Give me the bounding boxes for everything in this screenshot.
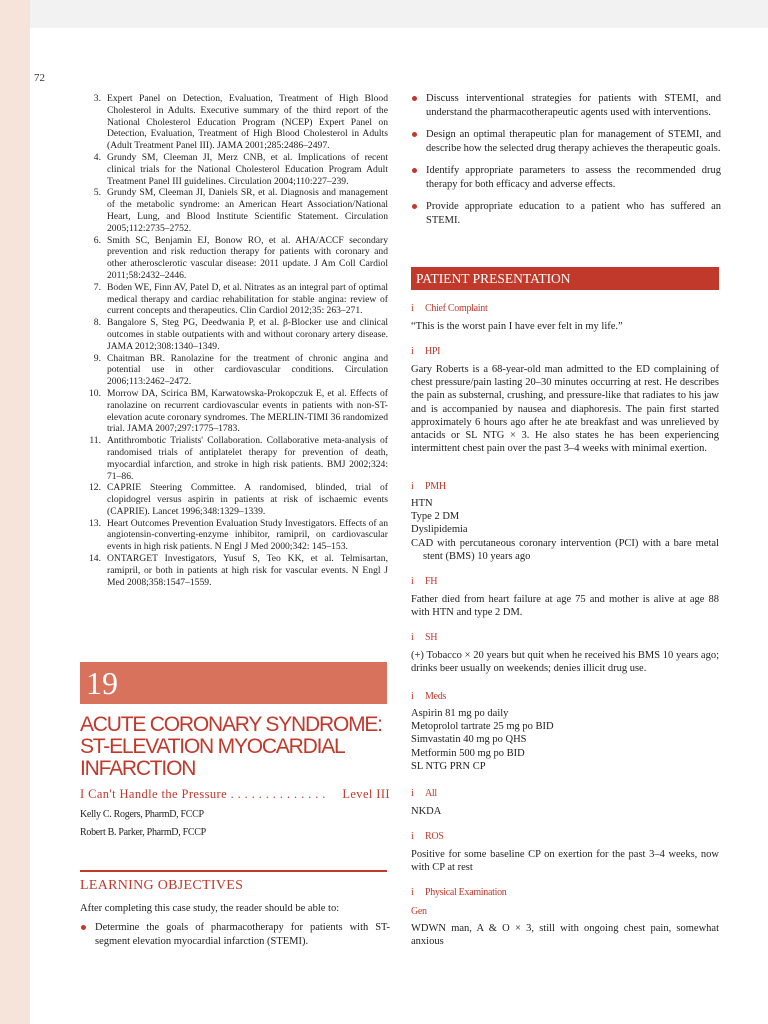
reference-item: 7. Boden WE, Finn AV, Patel D, et al. Nitrates as an integral part of optimal medical therapy and cardiac rehabilitation for stable angina: review of current concepts and therapeutics. Clin Cardiol 2012;35: 263–271. — [93, 281, 388, 317]
med-item: Metoprolol tartrate 25 mg po BID — [411, 721, 554, 733]
bullet-icon — [412, 204, 417, 209]
pmh-item: CAD with percutaneous coronary intervention (PCI) with a bare metal stent (BMS) 10 years ago — [411, 537, 719, 562]
objective-item: Identify appropriate parameters to assess the recommended drug therapy for both efficacy and adverse effects. — [411, 164, 721, 191]
chapter-number: 19 — [86, 665, 118, 701]
med-item: Simvastatin 40 mg po QHS — [411, 734, 527, 746]
objective-item: Determine the goals of pharmacotherapy for patients with ST-segment elevation myocardial infarction (STEMI). — [80, 921, 390, 948]
reference-item: 13. Heart Outcomes Prevention Evaluation Study Investigators. Effects of an angiotensin-converting-enzyme inhibitor, ramipril, on cardiovascular events in high risk patients. N Engl J Med 2000;342: 145–153. — [89, 517, 388, 553]
chief-complaint-label: i Chief Complaint — [411, 303, 488, 314]
page-number: 72 — [34, 72, 45, 84]
objectives-list-left — [80, 921, 390, 957]
ros-text: Positive for some baseline CP on exertion for the past 3–4 weeks, now with CP at rest — [411, 849, 719, 874]
reference-item: 9. Chaitman BR. Ranolazine for the treatment of chronic angina and potential use in other cardiovascular conditions. Circulation 2006;113:2462–2472. — [93, 352, 388, 388]
reference-item: 12. CAPRIE Steering Committee. A randomised, blinded, trial of clopidogrel versus aspirin in patients at risk of ischaemic events (CAPRIE). Lancet 1996;348:1329–1339. — [89, 482, 388, 517]
patient-presentation-banner — [411, 267, 719, 290]
pmh-item: Type 2 DM — [411, 511, 460, 523]
hpi-label: i HPI — [411, 346, 441, 357]
reference-item: 6. Smith SC, Benjamin EJ, Bonow RO, et al. AHA/ACCF secondary prevention and risk reduction therapy for patients with coronary and other atherosclerotic vascular disease: 2011 update. J Am Coll Cardiol 2011;58:2432–2446. — [93, 234, 388, 281]
gen-label: Gen — [411, 906, 427, 917]
physical-exam-label: i Physical Examination — [411, 887, 507, 898]
reference-item: 4. Grundy SM, Cleeman JI, Merz CNB, et al. Implications of recent clinical trials for the National Cholesterol Education Program Adult Treatment Panel III guidelines. Circulation 2004;110:227–239. — [93, 151, 388, 187]
meds-label: i Meds — [411, 691, 447, 702]
allergies-label: i All — [411, 788, 437, 799]
pmh-label: i PMH — [411, 481, 446, 492]
bullet-icon — [412, 132, 417, 137]
objective-item: Design an optimal therapeutic plan for management of STEMI, and describe how the selected drug therapy achieves the therapeutic goals. — [411, 128, 721, 155]
pmh-list — [411, 497, 719, 563]
med-item: Metformin 500 mg po BID — [411, 747, 525, 759]
pmh-item: Dyslipidemia — [411, 524, 468, 536]
bullet-icon — [412, 96, 417, 101]
author-2: Robert B. Parker, PharmD, FCCP — [80, 827, 206, 838]
chapter-title: ACUTE CORONARY SYNDROME: ST-ELEVATION MYOCARDIAL INFARCTION — [80, 713, 382, 780]
bullet-icon — [412, 168, 417, 173]
objective-item: Provide appropriate education to a patient who has suffered an STEMI. — [411, 200, 721, 227]
meds-list — [411, 707, 719, 773]
ros-label: i ROS — [411, 831, 444, 842]
pmh-item: HTN — [411, 498, 433, 509]
hpi-text: Gary Roberts is a 68-year-old man admitted to the ED complaining of chest pressure/pain lasting 20–30 minutes occurring at rest. He describes the pain as substernal, crushing, and pressure-like that radiates to his jaw and is accompanied by nausea and diaphoresis. The pain first started approximately 6 hours ago after he ate breakfast and was unrelieved by antacids or SL NTG × 3. He also states he has been experiencing intermittent chest pain over the past 3–4 weeks with minimal exertion. — [411, 364, 719, 455]
reference-item: 5. Grundy SM, Cleeman JI, Daniels SR, et al. Diagnosis and management of the metabolic syndrome: an American Heart Association/National Heart, Lung, and Blood Institute Scientific Statement. Circulation 2005;112:2735–2752. — [93, 187, 388, 234]
allergies-text: NKDA — [411, 806, 442, 817]
fh-label: i FH — [411, 576, 438, 587]
case-title: I Can't Handle the Pressure . . . . . . . . . . . . . . — [80, 787, 326, 801]
reference-item: 10. Morrow DA, Scirica BM, Karwatowska-Prokopczuk E, et al. Effects of ranolazine on recurrent cardiovascular events in patients with non-ST-elevation acute coronary syndromes. The MERLIN-TIMI 36 randomized trial. JAMA 2007;297:1775–1783. — [89, 387, 388, 435]
bullet-icon — [81, 925, 86, 930]
case-level: Level III — [342, 787, 390, 801]
med-item: SL NTG PRN CP — [411, 760, 486, 772]
references-list — [80, 93, 388, 588]
learning-objectives-intro: After completing this case study, the reader should be able to: — [80, 903, 340, 914]
author-1: Kelly C. Rogers, PharmD, FCCP — [80, 809, 204, 820]
reference-item: 11. Antithrombotic Trialists' Collaboration. Collaborative meta-analysis of randomised trials of antiplatelet therapy for prevention of death, myocardial infarction, and stroke in high risk patients. BMJ 2002;324: 71–86. — [89, 435, 388, 482]
objectives-list-right — [411, 92, 721, 236]
gen-text: WDWN man, A & O × 3, still with ongoing chest pain, somewhat anxious — [411, 923, 719, 948]
chapter-number-box — [80, 662, 387, 704]
fh-text: Father died from heart failure at age 75 and mother is alive at age 88 with HTN and type 2 DM. — [411, 594, 719, 619]
objective-item: Discuss interventional strategies for patients with STEMI, and understand the pharmacotherapeutic agents used with interventions. — [411, 92, 721, 119]
reference-item: 14. ONTARGET Investigators, Yusuf S, Teo KK, et al. Telmisartan, ramipril, or both in patients at high risk for vascular events. N Engl J Med 2008;358:1547–1559. — [89, 553, 388, 588]
reference-item: 3. Expert Panel on Detection, Evaluation, Treatment of High Blood Cholesterol in Adults. Executive summary of the third report of the National Cholesterol Education Program (NCEP) Expert Panel on Detection, Evaluation, Treatment of High Blood Cholesterol in Adults (Adult Treatment Panel III). JAMA 2001;285:2486–2497. — [93, 93, 388, 152]
page-edge-strip — [0, 0, 30, 1024]
patient-presentation-heading: PATIENT PRESENTATION — [416, 271, 571, 286]
case-subtitle — [80, 787, 390, 802]
sh-label: i SH — [411, 632, 438, 643]
reference-item: 8. Bangalore S, Steg PG, Deedwania P, et al. β-Blocker use and clinical outcomes in stable outpatients with and without coronary artery disease. JAMA 2012;308:1340–1349. — [93, 317, 388, 352]
sh-text: (+) Tobacco × 20 years but quit when he received his BMS 10 years ago; drinks beer usually on weekends; denies illicit drug use. — [411, 650, 719, 675]
learning-objectives-heading: LEARNING OBJECTIVES — [80, 878, 244, 893]
med-item: Aspirin 81 mg po daily — [411, 708, 509, 719]
section-rule — [80, 870, 387, 872]
chief-complaint-text: “This is the worst pain I have ever felt in my life.” — [411, 321, 623, 332]
